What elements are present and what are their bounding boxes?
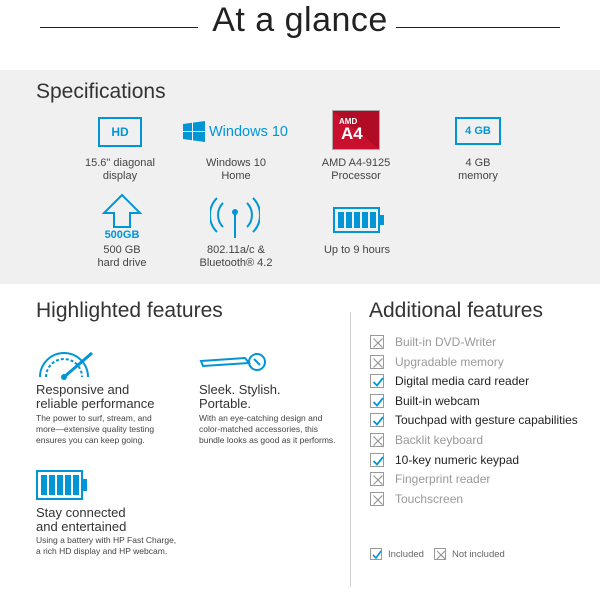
storage-badge: 500GB <box>104 229 140 241</box>
check-icon <box>370 548 382 560</box>
battery-shape-large <box>36 470 88 500</box>
feature-design-desc: With an eye-catching design and color-matched accessories, this bundle looks as good as it performs. <box>199 413 336 445</box>
feature-design-heading: Sleek. Stylish. Portable. <box>199 382 281 411</box>
additional-feature-label: Touchscreen <box>395 491 464 506</box>
check-icon <box>370 413 384 427</box>
additional-feature-label: Digital media card reader <box>395 374 530 389</box>
feature-connected-desc: Using a battery with HP Fast Charge, a rich HD display and HP webcam. <box>36 535 177 556</box>
spec-storage: 500 GB hard drive <box>97 244 147 269</box>
additional-feature-item <box>370 353 504 371</box>
laptop-profile <box>199 352 267 374</box>
battery-icon <box>36 470 88 505</box>
spec-battery: Up to 9 hours <box>323 244 391 256</box>
cross-icon <box>370 355 384 369</box>
additional-feature-label: Upgradable memory <box>395 354 504 369</box>
cross-icon <box>370 433 384 447</box>
additional-feature-label: Built-in DVD-Writer <box>395 335 497 349</box>
windows-flag-icon <box>183 121 205 143</box>
spec-processor: AMD A4-9125 Processor <box>321 157 391 182</box>
column-divider <box>350 312 351 587</box>
memory-badge: 4 GB <box>465 125 491 137</box>
windows-wordmark: Windows 10 <box>209 124 288 140</box>
check-icon <box>370 374 384 388</box>
additional-features-title: Additional features <box>369 299 543 322</box>
additional-feature-label: Backlit keyboard <box>395 433 484 447</box>
highlighted-features-title: Highlighted features <box>36 299 223 322</box>
feature-performance-heading: Responsive and reliable performance <box>36 382 155 411</box>
cross-icon <box>370 335 384 349</box>
performance-gauge-icon <box>36 337 96 386</box>
amd-label: AMD <box>339 117 358 126</box>
hd-badge: HD <box>111 125 129 139</box>
check-icon <box>370 453 384 467</box>
feature-connected-heading: Stay connected and entertained <box>36 505 127 534</box>
feature-performance-desc: The power to surf, stream, and more—extensive quality testing ensures you can keep going. <box>36 413 155 445</box>
additional-feature-item <box>370 431 483 449</box>
check-icon <box>370 394 384 408</box>
wireless-waves <box>210 196 260 238</box>
cross-icon <box>370 472 384 486</box>
spec-os: Windows 10 Home <box>206 157 266 182</box>
slim-laptop-icon <box>199 352 267 379</box>
header-rule-right <box>396 27 560 28</box>
additional-feature-item <box>370 372 529 390</box>
additional-feature-item <box>370 392 480 410</box>
windows-logo-icon <box>183 121 293 143</box>
upload-arrow-icon <box>100 193 144 229</box>
additional-feature-item <box>370 411 578 429</box>
spec-display: 15.6" diagonal display <box>85 157 155 182</box>
spec-memory: 4 GB memory <box>458 157 498 182</box>
memory-icon <box>455 117 501 145</box>
cross-icon <box>434 548 446 560</box>
amd-processor-icon <box>332 110 380 150</box>
a4-label: A4 <box>341 124 363 143</box>
additional-feature-item <box>370 451 519 469</box>
battery-shape <box>333 207 385 233</box>
additional-feature-label: Fingerprint reader <box>395 472 491 487</box>
cross-icon <box>370 492 384 506</box>
additional-feature-item <box>370 470 490 488</box>
wireless-icon <box>210 196 260 238</box>
additional-feature-item <box>370 333 496 351</box>
hd-display-icon <box>98 117 142 147</box>
page-title: At a glance <box>212 1 388 39</box>
additional-feature-item <box>370 490 463 508</box>
spec-wireless: 802.11a/c & Bluetooth® 4.2 <box>199 244 273 269</box>
specifications-title: Specifications <box>36 80 166 103</box>
additional-feature-label: Built-in webcam <box>395 393 480 408</box>
additional-feature-label: 10-key numeric keypad <box>395 452 520 467</box>
legend-not-included: Not included <box>434 548 505 560</box>
gauge-shape <box>36 337 96 381</box>
battery-icon <box>333 207 385 233</box>
legend-included: Included <box>370 548 424 560</box>
hard-drive-icon <box>100 193 144 241</box>
additional-feature-label: Touchpad with gesture capabilities <box>395 413 578 428</box>
